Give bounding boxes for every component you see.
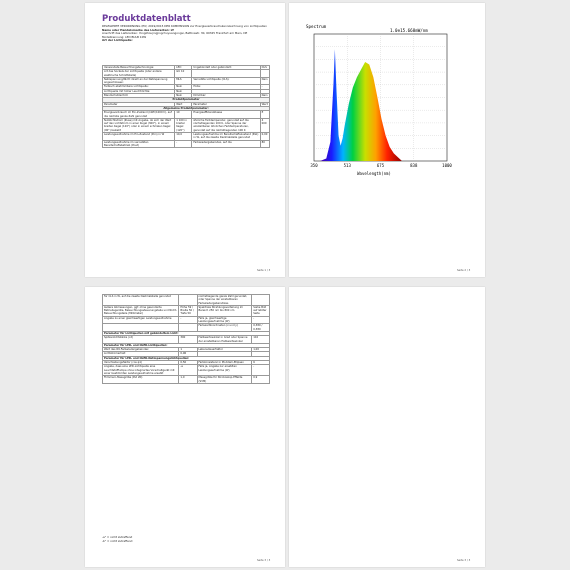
cell: äußere Abmessungen, ggf. ohne gesonderte Betriebsgeräte, Beleuchtungssteuerungsteile und Nicht-Beleuchtungsteile (Millimeter) — [104, 305, 178, 316]
column-header: Wert — [175, 102, 192, 106]
cell: ähnliche Farbtemperatur, gerundet auf die nächstliegenden 100 K, oder Spanne der einstellbaren ähnlichen Farbtemperaturen, gerundet auf die nächstliegenden 100 K — [192, 118, 260, 132]
cell: LED — [175, 66, 192, 70]
header-block — [102, 25, 270, 43]
cell: -a — [179, 365, 197, 376]
header-line: Anschrift des Lieferanten: Yongzhoujingjingchuyuangongsi, Bettinastr. 30, 60325 Frankfurt am Main, DE — [102, 31, 248, 36]
page-number: Seite 2 / 3 — [457, 269, 471, 272]
cell: 0,96 — [179, 352, 197, 356]
page-title: Produktdatenblatt — [102, 14, 191, 24]
cell: Siehe Bild auf letzter Seite — [252, 305, 270, 316]
cell: 10,0 — [175, 133, 192, 141]
cell: MLS — [175, 77, 192, 85]
cell: Leistungsaufnahme im vernetzten Bereitschaftsbetrieb (Pnet) — [103, 140, 175, 148]
cell: Nutzlichtstrom (Φuse) mit Angabe, ob sich der Wert auf den Lichtstrom in einer Kugel (360°), in einem breiten Kegel (120°) oder in einem schmalen Kegel (90°) bezieht — [103, 118, 175, 132]
cell: Leistungsaufnahme im Bereitschaftszustand (Psb) in W, auf die zweite Dezimalstelle gerundet — [193, 133, 259, 140]
spectrum-chart — [289, 3, 485, 193]
datasheet-page-1 — [85, 3, 285, 277]
table-row — [103, 324, 270, 332]
column-header: Parameter — [103, 102, 175, 106]
table-row — [103, 365, 270, 376]
x-tick-label: 1000 — [442, 163, 452, 168]
table-row — [103, 133, 270, 141]
cell: Angabe, dass eine LED-Lichtquelle eine Leuchtstofflampe ohne integriertes Vorschaltgerät mit einer bestimmten Leistungsaufnahme ersetzt — [103, 365, 179, 376]
header-line: Name oder Handelsmarke des Lieferanten: LY — [102, 27, 175, 32]
table-row — [103, 305, 270, 316]
cell: Energieeffizienzklasse — [192, 111, 260, 119]
cell: Falls ja, gleichwertige Leistungsaufnahme (W) — [197, 316, 252, 324]
cell: 1,0 — [179, 376, 197, 384]
cell: 6 — [252, 361, 270, 365]
section-heading: Parameter für Lichtquellen mit gebündeltem Licht: — [103, 331, 270, 335]
cell: Wert des R9-Farbwiedergabeindex — [103, 348, 179, 352]
footnotes — [102, 536, 132, 543]
x-axis-label: Wavelength(nm) — [357, 171, 391, 176]
cell: Messgröße für Stroboskop-Effekte (SVM) — [197, 376, 252, 384]
cell: Flimmern-Messgröße (Pst LM) — [103, 376, 179, 384]
table-row — [103, 111, 270, 119]
cell: Farbwertkoordinaten (x und y) — [197, 324, 252, 332]
cell: Höhe 59 / Breite 50 / Tiefe 50 — [179, 305, 197, 316]
cell: Spitzenlichtstärke (cd) — [103, 336, 179, 344]
table-row — [103, 77, 270, 85]
cell: 0,00 — [260, 133, 269, 141]
cell: Nein — [261, 94, 268, 98]
table-row — [103, 336, 270, 344]
table-row — [103, 316, 270, 324]
cell: Verschiebungsfaktor (cos φ1) — [103, 361, 179, 365]
x-tick-label: 838 — [410, 163, 418, 168]
cell — [103, 324, 179, 332]
page-number: Seite 3 / 3 — [257, 559, 271, 562]
section-heading: Allgemeine Produktparameter: — [103, 106, 270, 110]
datasheet-page-3 — [85, 287, 285, 567]
cell: 0,50 — [179, 361, 197, 365]
column-header: Parameter — [192, 102, 260, 106]
cell: Lichtstromerhalt — [103, 352, 179, 356]
section-heading: Parameter für LED- und OLED-Lichtquellen: — [103, 343, 270, 347]
x-tick-label: 675 — [376, 163, 385, 168]
footnote: -b" = nicht zutreffend — [102, 538, 133, 543]
cell: Blendschutzschild: — [103, 94, 175, 98]
cell: Farbwiedergabeindex, auf die — [192, 140, 260, 148]
cell: 1,00 — [252, 348, 270, 352]
table-row — [103, 295, 270, 306]
cell: 1 — [179, 348, 197, 352]
cell: Nein — [175, 85, 192, 89]
datasheet-page-4 — [289, 287, 485, 567]
cell: Farbisch abstimmbare Lichtquelle: — [103, 85, 175, 89]
cell: Lichtquelle mit hoher Leuchtdichte: — [103, 89, 175, 93]
spectrum-label: Spectrum — [306, 24, 327, 29]
cell: E — [260, 111, 269, 119]
cell: Lebensdauerfaktor — [197, 348, 252, 352]
cell: Halbwertswinkel in Grad oder Spanne der einstellbaren Halbwertswinkel — [197, 336, 252, 344]
table-row — [103, 140, 270, 148]
cell: Farbkonsistenz in McAdam-Ellipsen — [197, 361, 252, 365]
cell: Nein — [175, 94, 192, 98]
cell — [260, 70, 269, 78]
page-number: Seite 1 / 3 — [257, 269, 271, 272]
header-line: DELEGIERTE VERORDNUNG (EU) 2019/2015 DER KOMMISSION zur Energieverbrauchskennzeichnung von Lichtquellen — [102, 24, 267, 28]
cell: - — [252, 316, 270, 324]
cell — [179, 324, 197, 332]
cell: Verwendete Beleuchtungstechnologie: — [103, 66, 175, 70]
peak-label: 1.0e15.668mW/nm — [390, 28, 428, 33]
cell: Falls ja, Angabe zur ersetzten Leistungsaufnahme (W) — [197, 365, 252, 376]
parameter-table — [102, 294, 270, 384]
parameter-table — [102, 65, 270, 148]
cell: - — [179, 316, 197, 324]
page-number: Seite 3 / 3 — [457, 559, 471, 562]
cell: - — [175, 140, 192, 148]
header-line: Art der Lichtquelle: — [102, 38, 133, 43]
table-row — [103, 376, 270, 384]
cell: Art des Sockels der Lichtquelle (oder andere elektrische Schnittstelle) — [103, 70, 175, 78]
cell: Energieverbrauch im Ein-Zustand (kWh/1000 h), auf die nächste ganze Zahl gerundet — [103, 111, 175, 119]
cell: 1 100 in breiter Kegel (120°) — [175, 118, 192, 132]
cell: Nein — [175, 89, 192, 93]
cell: Vernetzte Lichtquelle (CLS): — [192, 77, 260, 85]
cell: - — [260, 85, 269, 89]
cell: 0,380 / 0,380 — [252, 324, 270, 332]
table-row — [103, 70, 270, 78]
cell: GU 10 — [175, 70, 192, 78]
cell: 10 — [175, 111, 192, 119]
cell: Leistungsaufnahme im Ein-Zustand (Pon) in W — [103, 133, 175, 141]
cell: für CLS in W, auf die zweite Dezimalstelle gerundet — [103, 295, 179, 306]
header-line: Modellkennung: LED BULB 10W — [102, 34, 147, 39]
cell — [179, 295, 197, 306]
cell: nächstliegende ganze Zahl gerundet, oder Spanne der einstellbaren Farbwiedergabeindizes — [197, 295, 252, 306]
cell: Dimmbar: — [192, 94, 260, 98]
cell: Angabe zu einer gleichwertigen Leistungsaufnahme — [103, 316, 179, 324]
cell — [192, 70, 260, 78]
x-tick-label: 513 — [343, 163, 351, 168]
datasheet-page-2 — [289, 3, 485, 277]
cell: Spektrale Strahlungsverteilung im Bereich 250 nm bis 800 nm — [197, 305, 252, 316]
section-heading: Parameter für LED- und OLED-Netzspannungslichtquellen: — [103, 356, 270, 360]
cell: 300 — [179, 336, 197, 344]
section-heading: Produktparameter — [103, 98, 270, 102]
cell: 0,9 — [252, 376, 270, 384]
cell: 80 — [260, 140, 269, 148]
cell: 110 — [252, 336, 270, 344]
footnote: -a" = nicht zutreffend — [102, 535, 133, 539]
cell: - — [252, 365, 270, 376]
table-row — [103, 118, 270, 132]
cell: DLS — [260, 66, 269, 70]
cell: Netzspannung/Nicht direkt an der Netzspannung angeschlossen: — [103, 77, 175, 85]
x-tick-label: 350 — [310, 163, 318, 168]
cell: Hülle: — [192, 85, 260, 89]
cell: Ungebündelt oder gebündelt: — [192, 66, 260, 70]
cell: Nein — [260, 77, 269, 85]
column-header: Wert — [261, 102, 268, 106]
cell: 4 000 — [260, 118, 269, 132]
cell — [252, 295, 270, 306]
